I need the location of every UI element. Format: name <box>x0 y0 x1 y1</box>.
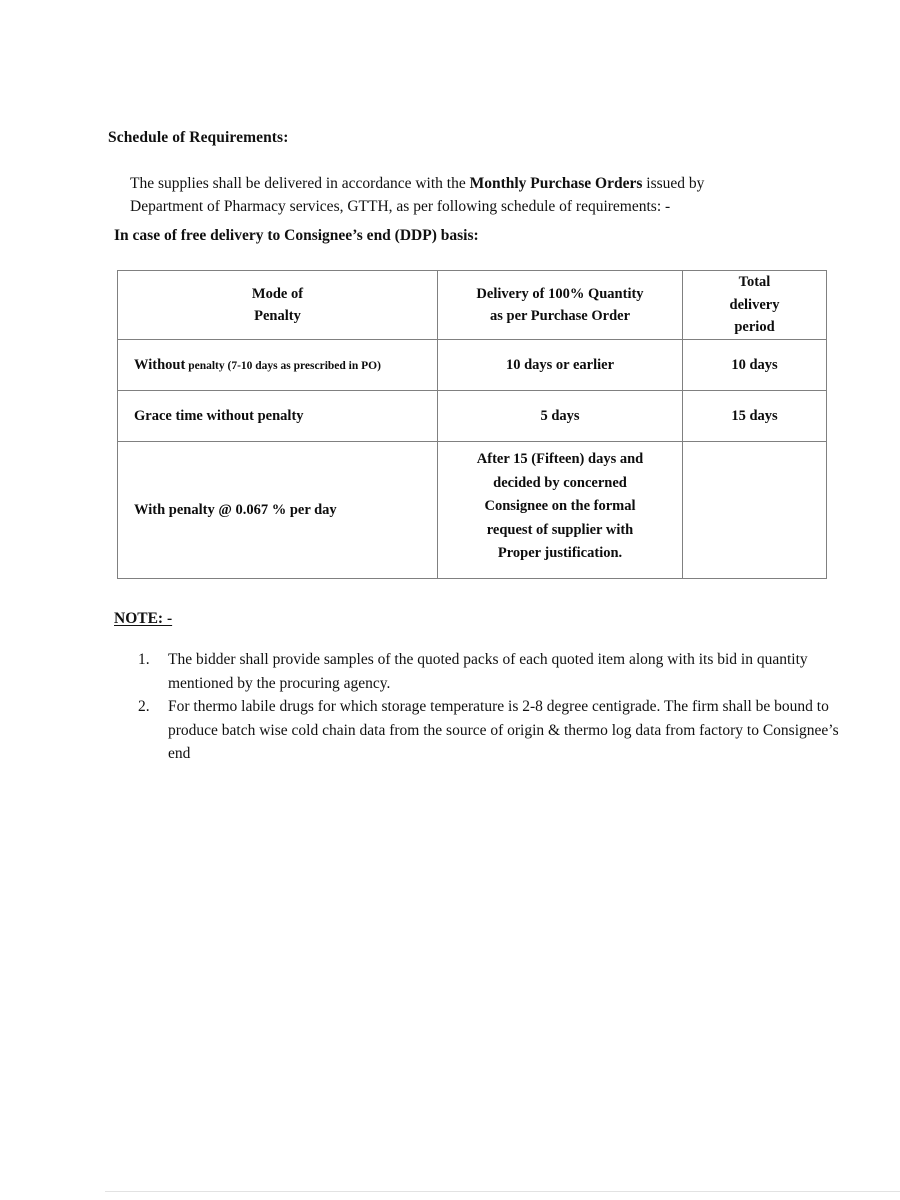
cell-total-row3-empty <box>683 442 827 579</box>
footer-divider <box>105 1191 900 1192</box>
list-item <box>138 695 864 766</box>
intro-bold-phrase: Monthly Purchase Orders <box>469 174 643 192</box>
cell-total-row1 <box>683 340 827 391</box>
cell-mode-without-penalty <box>118 340 438 391</box>
table-row <box>118 391 827 442</box>
table-row <box>118 442 827 579</box>
note-list <box>138 648 864 766</box>
list-item <box>138 648 864 695</box>
page-title: Schedule of Requirements: <box>108 129 289 146</box>
header-mode-line1: Mode of <box>251 286 304 302</box>
list-item-number: 2. <box>138 698 150 715</box>
cell-delivery-row1 <box>438 340 683 391</box>
cell-delivery-row2 <box>438 391 683 442</box>
schedule-of-requirements-table <box>117 270 827 579</box>
intro-paragraph <box>130 172 770 219</box>
table-row <box>118 340 827 391</box>
mode-small-text: penalty (7-10 days as prescribed in PO) <box>185 359 381 372</box>
header-cell-delivery-quantity <box>438 271 683 340</box>
delivery-line4: request of supplier with <box>486 521 634 538</box>
header-total-line2: delivery <box>729 296 780 313</box>
delivery-line1: After 15 (Fifteen) days and <box>476 451 644 467</box>
cell-mode-grace-time <box>118 391 438 442</box>
list-item-number: 1. <box>138 651 150 668</box>
header-delivery-line2: as per Purchase Order <box>489 308 630 324</box>
intro-text-part1: The supplies shall be delivered in accordance with the <box>130 174 470 192</box>
mode-main-text: Grace time without penalty <box>134 408 304 424</box>
delivery-line2: decided by concerned <box>493 474 627 491</box>
header-total-line1: Total <box>738 274 771 291</box>
total-value: 15 days <box>731 408 778 424</box>
list-item-text: For thermo labile drugs for which storage temperature is 2-8 degree centigrade. The firm shall be bound to produce batch wise cold chain data from the source of origin & thermo log data from factory to Consignee’s end <box>168 698 839 762</box>
delivery-value: 10 days or earlier <box>505 357 615 373</box>
note-heading: NOTE: - <box>114 610 173 627</box>
cell-total-row2 <box>683 391 827 442</box>
table-header-row <box>118 271 827 340</box>
delivery-line3: Consignee on the formal <box>484 498 636 514</box>
total-value: 10 days <box>731 357 778 373</box>
mode-main-text: With penalty @ 0.067 % per day <box>134 502 337 518</box>
ddp-heading: In case of free delivery to Consignee’s end (DDP) basis: <box>114 227 479 244</box>
delivery-value: 5 days <box>540 408 580 424</box>
cell-delivery-row3 <box>438 442 683 579</box>
mode-main-text: Without <box>134 356 186 373</box>
header-cell-total-delivery-period <box>683 271 827 340</box>
list-item-text: The bidder shall provide samples of the quoted packs of each quoted item along with its bid in quantity mentioned by the procuring agency. <box>168 651 808 692</box>
header-mode-line2: Penalty <box>254 308 301 324</box>
header-delivery-line1: Delivery of 100% Quantity <box>476 286 644 302</box>
cell-mode-with-penalty <box>118 442 438 579</box>
delivery-line5: Proper justification. <box>497 545 623 561</box>
intro-text-part2: issued by Department of Pharmacy services, GTTH, as per following schedule of requirements: - <box>130 174 705 215</box>
header-cell-mode-of-penalty <box>118 271 438 340</box>
header-total-line3: period <box>734 319 775 336</box>
